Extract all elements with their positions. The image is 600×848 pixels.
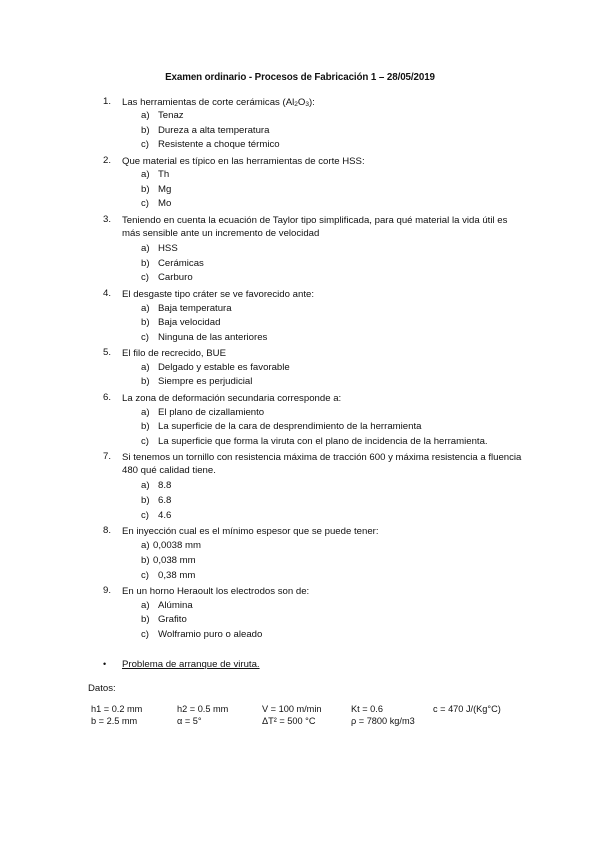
question-number: 8. bbox=[103, 525, 112, 536]
question-number: 3. bbox=[103, 214, 112, 225]
question-number: 2. bbox=[103, 155, 112, 166]
question-number: 1. bbox=[103, 96, 112, 107]
datos-value: ΔT² = 500 °C bbox=[262, 716, 316, 726]
page-title: Examen ordinario - Procesos de Fabricación 1 – 28/05/2019 bbox=[165, 72, 435, 83]
question-number: 9. bbox=[103, 585, 112, 596]
question-text: El desgaste tipo cráter se ve favorecido ante: bbox=[122, 289, 314, 300]
question-number: 6. bbox=[103, 392, 112, 403]
exam-page: Examen ordinario - Procesos de Fabricación 1 – 28/05/2019 1. Las herramientas de corte cerámicas $(Al_2O_3)$: a) Tenaz b) Dureza a alta temperatura c) Resistente a choque térmico 2. Que material es típico en las herramientas de corte HSS: a) Th b) Mg c) Mo 3. Teniendo en cuenta la ecuación de Taylor tipo simplificada, para qué material la vida útil es más sensible ante un incremento de velocidad a) HSS b) Cerámicas c) Carburo 4. El desgaste tipo cráter se ve favorecido ante: a) Baja temperatura b) Baja velocidad c) Ninguna de las anteriores 5. El filo de recrecido, BUE a) Delgado y estable es favorable b) Siempre es perjudicial 6. La zona de deformación secundaria corresponde a: a) El plano de cizallamiento b) La superficie de la cara de desprendimiento de la herramienta c) La superficie que forma la viruta con el plano de incidencia de la herramienta. 7. Si tenemos un tornillo con resistencia máxima de tracción 600 y máxima resistencia a fluencia 480 qué calidad tiene. a) 8.8 b) 6.8 c) 4.6 8. En inyección cual es el mínimo espesor que se puede tener: a) 0,0038 mm b) 0,038 mm c) 0,38 mm 9. En un horno Heraoult los electrodos son de: a) Alúmina b) Grafito c) Wolframio puro o aleado • Problema de arranque de viruta. Datos: h1 = 0.2 mm h2 = 0.5 mm V = 100 m/min Kt = 0.6 c = 470 J/(Kg°C) b = 2.5 mm α = 5° ΔT² = 500 °C ρ = 7800 kg/m3 bbox=[0, 0, 600, 848]
datos-value: h2 = 0.5 mm bbox=[177, 704, 229, 714]
bullet-icon: • bbox=[103, 659, 107, 669]
datos-value: ρ = 7800 kg/m3 bbox=[351, 716, 415, 726]
datos-value: b = 2.5 mm bbox=[91, 716, 138, 726]
datos-label: Datos: bbox=[88, 683, 116, 694]
question-number: 7. bbox=[103, 451, 112, 462]
question-text: El filo de recrecido, BUE bbox=[122, 348, 226, 359]
problem-title: Problema de arranque de viruta. bbox=[122, 659, 260, 670]
question-number: 5. bbox=[103, 347, 112, 358]
datos-value: c = 470 J/(Kg°C) bbox=[433, 704, 501, 714]
question-number: 4. bbox=[103, 288, 112, 299]
question-text: Si tenemos un tornillo con resistencia máxima de tracción 600 y máxima resistencia a fluencia 480 qué calidad tiene. bbox=[122, 452, 522, 477]
question-text: En inyección cual es el mínimo espesor que se puede tener: bbox=[122, 526, 379, 537]
question-text: En un horno Heraoult los electrodos son de: bbox=[122, 586, 310, 597]
datos-value: Kt = 0.6 bbox=[351, 704, 383, 714]
datos-value: α = 5° bbox=[177, 716, 202, 726]
question-text: Que material es típico en las herramientas de corte HSS: bbox=[122, 156, 365, 167]
question-text: Teniendo en cuenta la ecuación de Taylor tipo simplificada, para qué material la vida útil es más sensible ante un incremento de velocidad bbox=[122, 215, 508, 240]
datos-value: V = 100 m/min bbox=[262, 704, 322, 714]
datos-value: h1 = 0.2 mm bbox=[91, 704, 143, 714]
question-text: La zona de deformación secundaria corresponde a: bbox=[122, 393, 342, 404]
question-text: Las herramientas de corte cerámicas $(Al_2O_3)$: bbox=[122, 97, 315, 108]
